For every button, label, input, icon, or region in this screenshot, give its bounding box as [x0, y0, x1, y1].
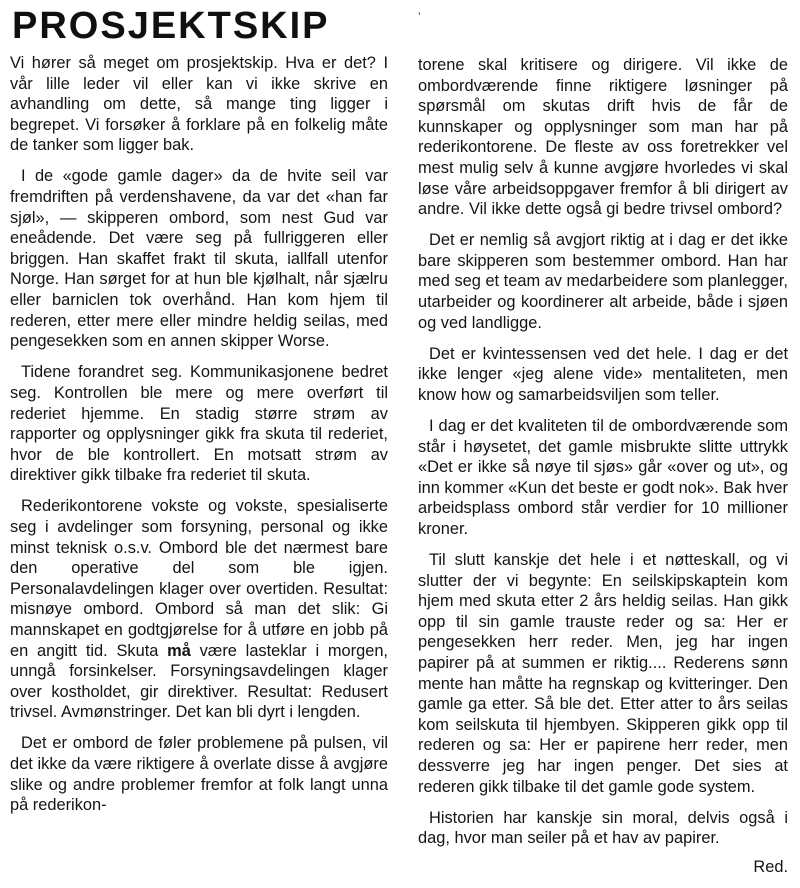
- paragraph-text: være lasteklar i morgen, unngå forsinkelser. Forsyningsavdelingen klager over kostholdet, gir direktiver. Resultat: Redusert trivsel. Avmønstringer. Det kan bli dyrt i lengden.: [10, 641, 388, 722]
- paragraph: I dag er det kvaliteten til de ombordværende som står i høysetet, det gamle misbrukte slitte uttrykk «Det er ikke så nøye til sjøs» går «over og ut», og inn kommer «Kun det beste er godt nok». Bak hver arbeidsplass ombord står verdier for 10 millioner kroner.: [418, 417, 788, 538]
- paragraph: Historien har kanskje sin moral, delvis også i dag, hvor man seiler på et hav av papirer.: [418, 808, 788, 848]
- article-title: PROSJEKTSKIP: [12, 5, 330, 47]
- paragraph: Til slutt kanskje det hele i et nøtteskall, og vi slutter der vi begynte: En seilskipskaptein kom hjem med skuta etter 2 års heldig seilas. Han gikk opp til sin gamle trauste reder og sa: Her er pengesekken herr reder. Men, jeg har ingen papirer på at summen er riktig.... Rederens sønn mente han måtte ha regnskap og kvitteringer. Den gamle ga etter. Så ble det. Etter atter to års seilas kom seilskuta til hjembyen. Skipperen gikk opp til rederen og sa: Her er papirene herr reder, men dessverre jeg har ingen penger. Det sies at rederen gikk tilbake til det gamle gode system.: [418, 551, 788, 796]
- paragraph: torene skal kritisere og dirigere. Vil ikke de ombordværende finne riktigere løsninger på spørsmål om skutas drift hvis de får de kunnskaper og opplysninger som man har på rederikontorene. De fleste av oss foretrekker vel mest mulig selv å kunne avgjøre hvorledes vi skal løse våre arbeidsoppgaver fremfor å bli dirigert av andre. Vil ikke dette også gi bedre trivsel ombord?: [418, 56, 788, 219]
- paragraph: Tidene forandret seg. Kommunikasjonene bedret seg. Kontrollen ble mere og mere overført til rederiet hjemme. En stadig større strøm av rapporter og opplysninger gikk fra skuta til rederiet, hvor de ble kontrollert. En motsatt strøm av direktiver gikk tilbake fra rederiet til skuta.: [10, 363, 388, 485]
- right-column: [418, 55, 788, 888]
- paragraph: I de «gode gamle dager» da de hvite seil var fremdriften på verdenshavene, da var det «han far sjøl», — skipperen ombord, som nest Gud var eneådende. Det være seg på fullriggeren eller briggen. Han skaffet frakt til skuta, iallfall utenfor Norge. Han sørget for at hun ble kjølhalt, når sjælru eller barniclen tok overhånd. Han kom hjem til rederen, etter mere eller mindre heldig seilas, med pengesekken som en annen skipper Worse.: [10, 167, 388, 351]
- paragraph-text: Rederikontorene vokste og vokste, spesialiserte seg i avdelinger som forsyning, personal og ikke minst teknisk o.s.v. Ombord ble det nærmest bare den operative del som ble igjen. Personalavdelingen klager over overtiden. Resultat: misnøye ombord. Ombord så man det slik: Gi mannskapet en godtgjørelse for å utføre en jobb på en angitt tid. Skuta: [10, 497, 388, 660]
- paragraph: Det er ombord de føler problemene på pulsen, vil det ikke da være riktigere å overlate disse å avgjøre slike og andre problemer fremfor at folk langt unna på rederikon-: [10, 734, 388, 815]
- left-column: [10, 53, 388, 826]
- paragraph: Det er nemlig så avgjort riktig at i dag er det ikke bare skipperen som bestemmer ombord. Han har med seg et team av medarbeidere som planlegger, utarbeider og koordinerer alt arbeide, både i sjøen og ved landligge.: [418, 231, 788, 332]
- paragraph: Det er kvintessensen ved det hele. I dag er det ikke lenger «jeg alene vide» mentaliteten, men know how og samarbeidsviljen som teller.: [418, 344, 788, 404]
- emphasis-text: må: [167, 641, 191, 660]
- paragraph: Vi hører så meget om prosjektskip. Hva er det? I vår lille leder vil eller kan vi ikke skrive en avhandling om dette, så mange ting ligger i begrepet. Vi forsøker å forklare på en folkelig måte de tanker som ligger bak.: [10, 54, 388, 155]
- corner-mark: ’: [418, 10, 421, 24]
- paragraph: [10, 496, 388, 723]
- signature: Red.: [753, 858, 788, 877]
